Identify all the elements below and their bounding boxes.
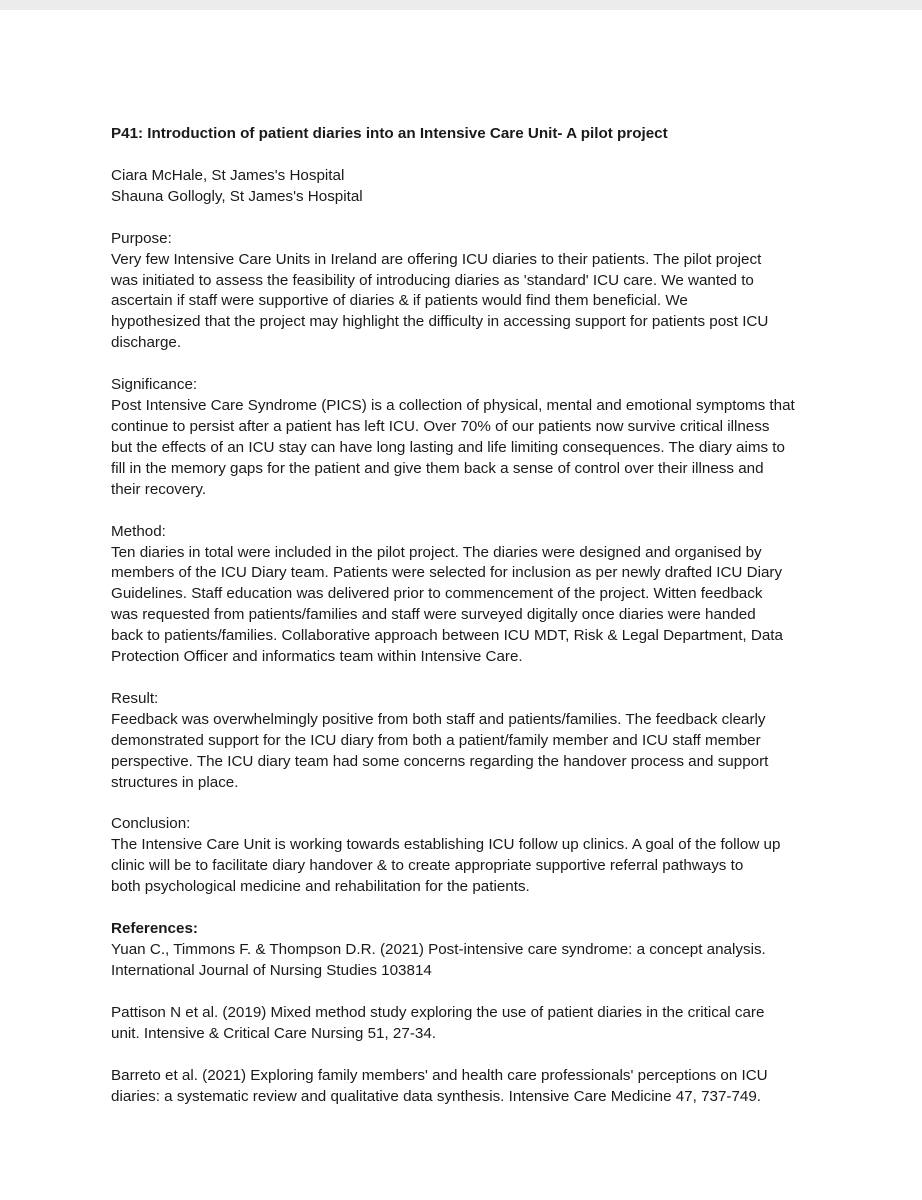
references-section — [111, 919, 831, 982]
reference-line: diaries: a systematic review and qualitative data synthesis. Intensive Care Medicine 47, 737-749. — [111, 1087, 762, 1105]
body-line: fill in the memory gaps for the patient and give them back a sense of control over their illness and — [111, 459, 764, 477]
body-line: was initiated to assess the feasibility of introducing diaries as 'standard' ICU care. We wanted to — [111, 271, 754, 289]
section-significance — [111, 375, 831, 500]
author-line: Shauna Gollogly, St James's Hospital — [111, 187, 363, 205]
section-heading: Conclusion: — [111, 815, 191, 833]
body-line: their recovery. — [111, 480, 207, 498]
reference-item — [111, 1066, 831, 1108]
body-line: structures in place. — [111, 773, 239, 791]
section-conclusion — [111, 814, 831, 898]
body-line: demonstrated support for the ICU diary from both a patient/family member and ICU staff member — [111, 731, 761, 749]
body-line: members of the ICU Diary team. Patients were selected for inclusion as per newly drafted ICU Diary — [111, 564, 783, 582]
body-line: Guidelines. Staff education was delivered prior to commencement of the project. Witten feedback — [111, 585, 763, 603]
body-line: Very few Intensive Care Units in Ireland are offering ICU diaries to their patients. The pilot project — [111, 250, 762, 268]
body-line: but the effects of an ICU stay can have long lasting and life limiting consequences. The diary aims to — [111, 438, 785, 456]
reference-item — [111, 1003, 831, 1045]
body-line: Feedback was overwhelmingly positive from both staff and patients/families. The feedback clearly — [111, 710, 766, 728]
author-list — [111, 166, 831, 208]
body-line: ascertain if staff were supportive of diaries & if patients would find them beneficial. We — [111, 292, 688, 310]
document-title: P41: Introduction of patient diaries into an Intensive Care Unit- A pilot project — [111, 125, 668, 142]
section-method — [111, 522, 831, 668]
body-line: both psychological medicine and rehabilitation for the patients. — [111, 878, 530, 896]
section-result — [111, 689, 831, 794]
body-line: discharge. — [111, 334, 182, 352]
body-line: hypothesized that the project may highlight the difficulty in accessing support for patients post ICU — [111, 313, 769, 331]
section-heading: Result: — [111, 689, 159, 707]
section-heading: Method: — [111, 522, 166, 540]
body-line: The Intensive Care Unit is working towards establishing ICU follow up clinics. A goal of the follow up — [111, 836, 781, 854]
reference-line: unit. Intensive & Critical Care Nursing 51, 27-34. — [111, 1024, 436, 1042]
body-line: clinic will be to facilitate diary handover & to create appropriate supportive referral pathways to — [111, 857, 744, 875]
reference-line: Yuan C., Timmons F. & Thompson D.R. (2021) Post-intensive care syndrome: a concept analysis. — [111, 941, 766, 958]
body-line: continue to persist after a patient has left ICU. Over 70% of our patients now survive critical illness — [111, 417, 770, 435]
section-heading: Purpose: — [111, 229, 172, 247]
reference-line: International Journal of Nursing Studies 103814 — [111, 961, 432, 979]
document-page — [111, 124, 831, 1107]
references-heading: References: — [111, 920, 198, 938]
reference-line: Pattison N et al. (2019) Mixed method study exploring the use of patient diaries in the critical care — [111, 1003, 765, 1021]
body-line: Ten diaries in total were included in the pilot project. The diaries were designed and organised by — [111, 543, 762, 561]
body-line: Protection Officer and informatics team within Intensive Care. — [111, 648, 523, 666]
body-line: Post Intensive Care Syndrome (PICS) is a collection of physical, mental and emotional symptoms that — [111, 397, 795, 415]
body-line: back to patients/families. Collaborative approach between ICU MDT, Risk & Legal Department, Data — [111, 627, 783, 645]
author-line: Ciara McHale, St James's Hospital — [111, 166, 345, 184]
section-heading: Significance: — [111, 376, 198, 394]
section-purpose — [111, 229, 831, 354]
reference-line: Barreto et al. (2021) Exploring family members' and health care professionals' perceptions on ICU — [111, 1066, 768, 1084]
body-line: was requested from patients/families and staff were surveyed digitally once diaries were handed — [111, 606, 756, 624]
body-line: perspective. The ICU diary team had some concerns regarding the handover process and support — [111, 752, 769, 770]
top-edge-bar — [0, 0, 922, 10]
